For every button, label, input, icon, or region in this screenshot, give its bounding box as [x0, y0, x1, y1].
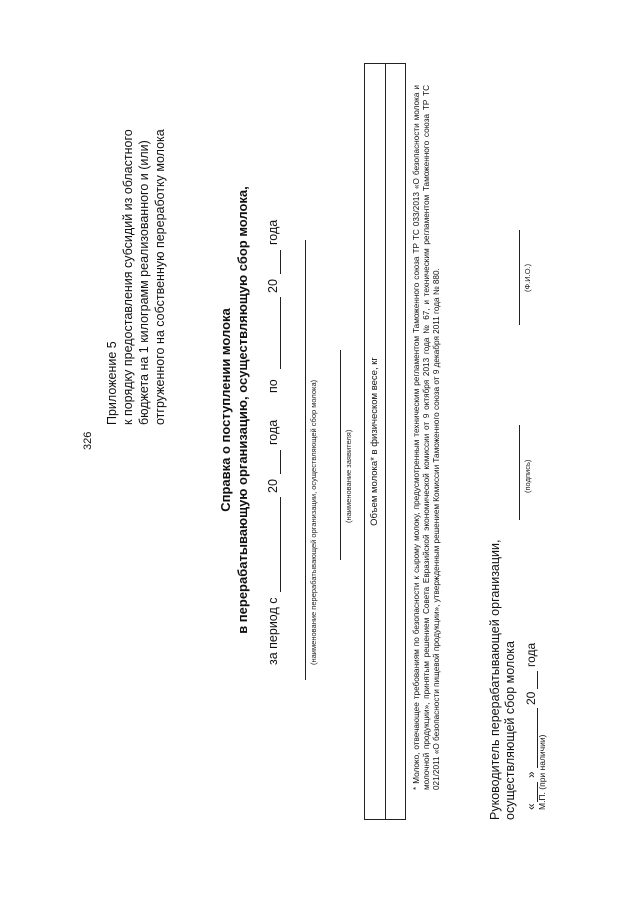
fio-caption: (Ф.И.О.) [523, 263, 532, 292]
appendix-line: отгруженного на собственную переработку молока [153, 129, 167, 425]
period-year-word-1: года [266, 419, 280, 445]
date-open-quote: « [524, 803, 538, 810]
processing-org-caption: (наименование перерабатывающей организации, осуществляющей сбор молока) [309, 379, 318, 665]
fio-blank [519, 230, 520, 325]
signature-title [488, 520, 518, 820]
period-year-prefix-2: 20 [266, 279, 280, 293]
page-number: 326 [82, 431, 94, 450]
period-from-label: за период с [266, 597, 280, 665]
period-to-label: по [266, 379, 280, 393]
signature-title-line: Руководитель перерабатывающей организации, [488, 539, 502, 820]
date-year-prefix: 20 [524, 691, 538, 705]
processing-org-blank [305, 240, 306, 680]
signature-caption: (подпись) [523, 459, 532, 493]
appendix-line: к порядку предоставления субсидий из областного [121, 129, 135, 425]
period-year-prefix-1: 20 [266, 479, 280, 493]
applicant-caption: (наименование заявителя) [344, 429, 353, 523]
applicant-blank [340, 350, 341, 560]
document-title: Справка о поступлении молока [218, 308, 233, 512]
milk-volume-table [364, 63, 406, 820]
period-year-word-2: года [266, 219, 280, 245]
date-close-quote: » [524, 771, 538, 778]
period-year-blank-1 [280, 450, 281, 474]
period-year-blank-2 [280, 250, 281, 274]
appendix-title: Приложение 5 [105, 341, 119, 425]
signature-blank [519, 425, 520, 520]
period-from-blank [280, 497, 281, 592]
document-subtitle: в перерабатывающую организацию, осуществляющую сбор молока, [235, 186, 250, 634]
date-year-word: года [524, 642, 538, 667]
table-header-cell: Объем молока* в физическом весе, кг [365, 64, 386, 819]
signature-title-line: осуществляющей сбор молока [503, 640, 517, 820]
period-to-blank [280, 297, 281, 369]
appendix-line: бюджета на 1 килограмм реализованного и (или) [137, 140, 151, 425]
footnote: * Молоко, отвечающее требованиям по безопасности к сырому молоку, предусмотренным техническим регламентом Таможенного союза ТР ТС 033/2013 «О безопасности молока и молочной продукции», принятым решением Совета Евразийской экономической комиссии от 9 октября 2013 года № 67, и техническим регламентом Таможенного союза ТР ТС 021/2011 «О безопасности пищевой продукции», утвержденным решением Комиссии Таможенного союза от 9 декабря 2011 года № 880. [412, 85, 442, 790]
date-year-blank [537, 671, 538, 689]
appendix-block [104, 35, 168, 425]
stamp-note: М.П. (при наличии) [537, 734, 547, 810]
